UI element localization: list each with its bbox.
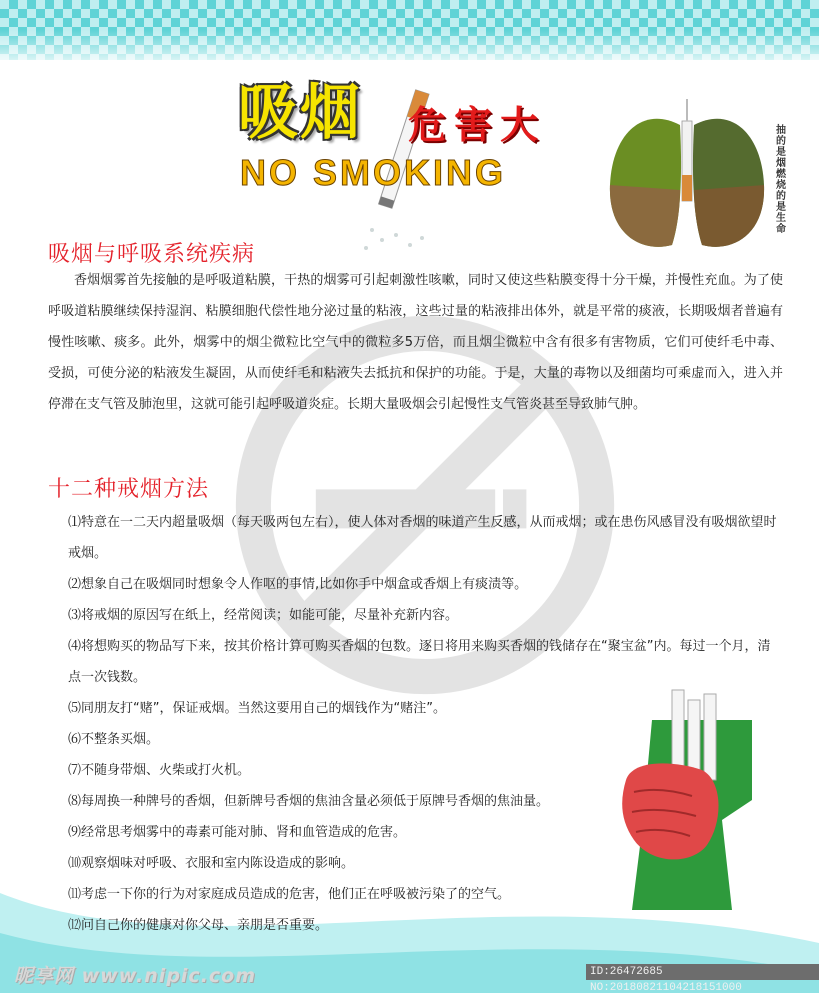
lung-caption: 抽的是烟 燃烧的是生命: [776, 125, 786, 235]
list-item: ⑿问自己你的健康对你父母、亲朋是否重要。: [68, 918, 329, 933]
list-item: ⑼经常思考烟雾中的毒素可能对肺、肾和血管造成的危害。: [68, 825, 407, 840]
site-logo: 昵享网 www.nipic.com: [14, 965, 257, 987]
top-band-fade: [0, 30, 819, 70]
section-title-respiratory: 吸烟与呼吸系统疾病: [48, 242, 256, 267]
section-title-quit-methods: 十二种戒烟方法: [48, 477, 210, 502]
poster-subtitle: 危害大: [408, 102, 547, 147]
list-item: ⑺不随身带烟、火柴或打火机。: [68, 763, 251, 778]
list-item: ⑽观察烟味对呼吸、衣服和室内陈设造成的影响。: [68, 856, 355, 871]
list-item: ⑻每周换一种牌号的香烟，但新牌号香烟的焦油含量必须低于原牌号香烟的焦油量。: [68, 794, 550, 809]
list-item: ⑹不整条买烟。: [68, 732, 160, 747]
section-body-respiratory: 香烟烟雾首先接触的是呼吸道粘膜，干热的烟雾可引起刺激性咳嗽，同时又使这些粘膜变得十分干燥，并慢性充血。为了使呼吸道粘膜继续保持湿润、粘膜细胞代偿性地分泌过量的粘液，这些过量的粘液排出体外，就是平常的痰液，长期吸烟者普遍有慢性咳嗽、痰多。此外，烟雾中的烟尘微粒比空气中的微粒多5万倍，而且烟尘微粒中含有很多有害物质，它们可使纤毛中毒、受损，可使分泌的粘液发生凝固，从而使纤毛和粘液失去抵抗和保护的功能。于是，大量的毒物以及细菌均可乘虚而入，进入并停滞在支气管及肺泡里，这就可能引起呼吸道炎症。长期大量吸烟会引起慢性支气管炎甚至导致肺气肿。: [48, 273, 783, 412]
list-item: ⑵想象自己在吸烟同时想象令人作呕的事情,比如你手中烟盒或香烟上有痰渍等。: [68, 577, 528, 592]
lungs-illustration-icon: [602, 95, 772, 255]
list-item: ⑸同朋友打“赌”，保证戒烟。当然这要用自己的烟钱作为“赌注”。: [68, 701, 446, 716]
image-id-label: ID:26472685 NO:20180821104218151000: [586, 964, 819, 980]
no-smoking-title: NO SMOKING: [240, 152, 507, 193]
list-item: ⑾考虑一下你的行为对家庭成员造成的危害，他们正在呼吸被污染了的空气。: [68, 887, 511, 902]
list-item: ⑴特意在一二天内超量吸烟（每天吸两包左右），使人体对香烟的味道产生反感，从而戒烟；或在患伤风感冒没有吸烟欲望时戒烟。: [68, 515, 777, 561]
list-item: ⑶将戒烟的原因写在纸上，经常阅读；如能可能，尽量补充新内容。: [68, 608, 459, 623]
poster-title: 吸烟: [238, 78, 362, 148]
hand-crushing-cigarettes-icon: [612, 680, 762, 920]
list-item: ⑷将想购买的物品写下来，按其价格计算可购买香烟的包数。逐日将用来购买香烟的钱储存在“聚宝盆”内。每过一个月，清点一次钱数。: [68, 639, 771, 685]
